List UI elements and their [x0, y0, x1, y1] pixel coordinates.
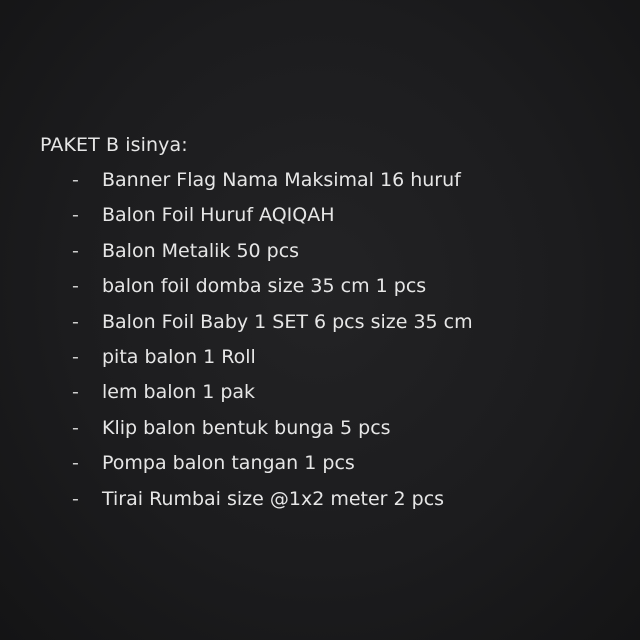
list-item [40, 340, 620, 375]
list-item [40, 269, 620, 304]
dash-bullet: - [72, 452, 79, 475]
item-list [40, 163, 620, 517]
list-item-text: pita balon 1 Roll [102, 346, 256, 369]
dash-bullet: - [72, 346, 79, 369]
list-item-text: Banner Flag Nama Maksimal 16 huruf [102, 169, 461, 191]
note-heading: PAKET B isinya: [40, 134, 188, 156]
dash-bullet: - [72, 381, 79, 404]
list-item [40, 234, 620, 269]
dash-bullet: - [72, 204, 79, 227]
note-content [40, 128, 620, 517]
list-item-text: Klip balon bentuk bunga 5 pcs [102, 416, 391, 439]
dash-bullet: - [72, 275, 79, 298]
list-item-text: balon foil domba size 35 cm 1 pcs [102, 275, 427, 298]
dash-bullet: - [72, 310, 79, 333]
dash-bullet: - [72, 169, 79, 191]
list-item [40, 375, 620, 410]
list-item [40, 482, 620, 517]
list-item [40, 305, 620, 340]
list-item-text: Pompa balon tangan 1 pcs [102, 452, 355, 475]
list-item [40, 446, 620, 481]
dash-bullet: - [72, 487, 79, 510]
list-item-text: Balon Metalik 50 pcs [102, 239, 300, 262]
list-item-text: Balon Foil Huruf AQIQAH [102, 204, 335, 227]
dash-bullet: - [72, 416, 79, 439]
list-item-text: Tirai Rumbai size @1x2 meter 2 pcs [102, 487, 445, 510]
list-item-text: Balon Foil Baby 1 SET 6 pcs size 35 cm [102, 310, 473, 333]
list-item [40, 163, 620, 198]
list-item [40, 198, 620, 233]
list-item [40, 411, 620, 446]
dash-bullet: - [72, 239, 79, 262]
list-item-text: lem balon 1 pak [102, 381, 256, 404]
